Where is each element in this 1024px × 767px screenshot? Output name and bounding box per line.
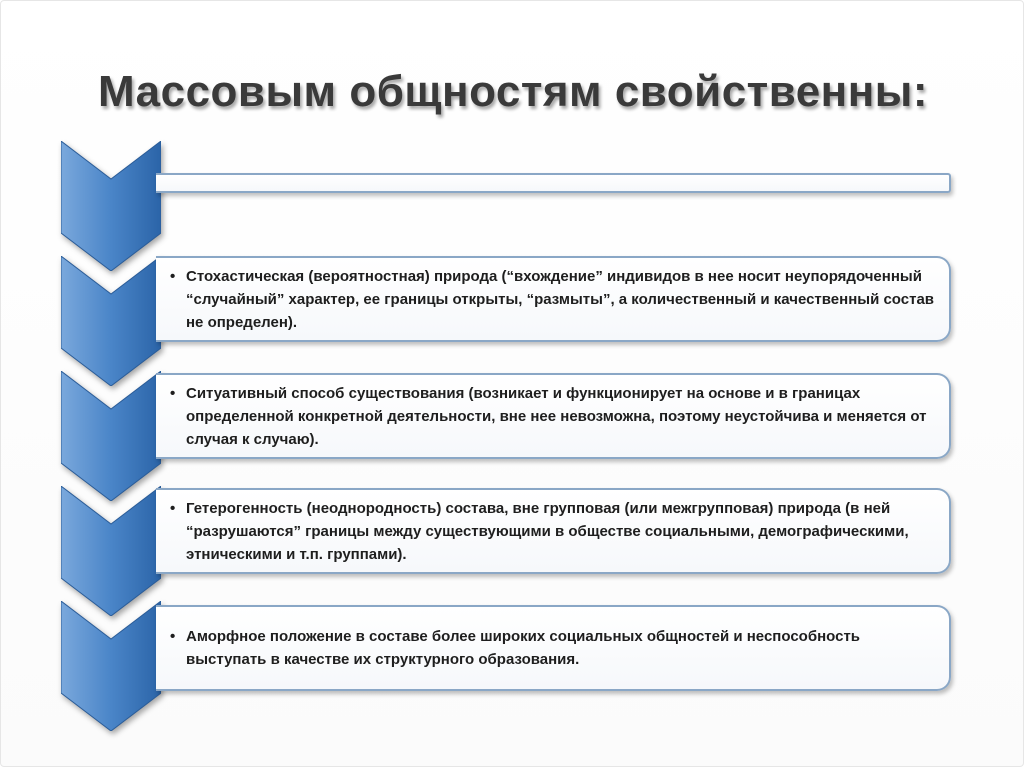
list-item-text: Стохастическая (вероятностная) природа (“вхождение” индивидов в нее носит неупорядоченный “случайный” характер, ее границы открыты, “размыты”, а количественный и качественный состав не определен).	[186, 267, 935, 331]
list-item	[170, 382, 935, 451]
slide-title: Массовым общностям свойственны:	[97, 67, 929, 116]
bullet-icon: •	[170, 267, 176, 285]
list-item-box-4	[156, 488, 951, 574]
chevron-arrow-icon-1	[61, 141, 161, 271]
list-item	[170, 497, 935, 566]
list-item-box-1	[156, 173, 951, 193]
list-item-text: Аморфное положение в составе более широких социальных общностей и неспособность выступать в качестве их структурного образования.	[186, 628, 861, 668]
chevron-arrow-icon-2	[61, 256, 161, 386]
list-item-text: Ситуативный способ существования (возникает и функционирует на основе и в границах определенной конкретной деятельности, вне нее невозможна, поэтому неустойчива и меняется от случая к случаю).	[186, 384, 927, 448]
list-item-text: Гетерогенность (неоднородность) состава, вне групповая (или межгрупповая) природа (в ней “разрушаются” границы между существующими в обществе социальными, демографическими, этническими и т.п. группами).	[186, 499, 909, 563]
bullet-icon: •	[170, 499, 176, 517]
list-item-box-3	[156, 373, 951, 459]
list-item-box-2	[156, 256, 951, 342]
bullet-icon: •	[170, 628, 176, 645]
list-item	[170, 625, 935, 671]
chevron-arrow-icon-5	[61, 601, 161, 731]
bullet-icon: •	[170, 384, 176, 402]
chevron-arrow-icon-4	[61, 486, 161, 616]
chevron-arrow-icon-3	[61, 371, 161, 501]
list-item	[170, 265, 935, 334]
list-item-box-5	[156, 605, 951, 691]
